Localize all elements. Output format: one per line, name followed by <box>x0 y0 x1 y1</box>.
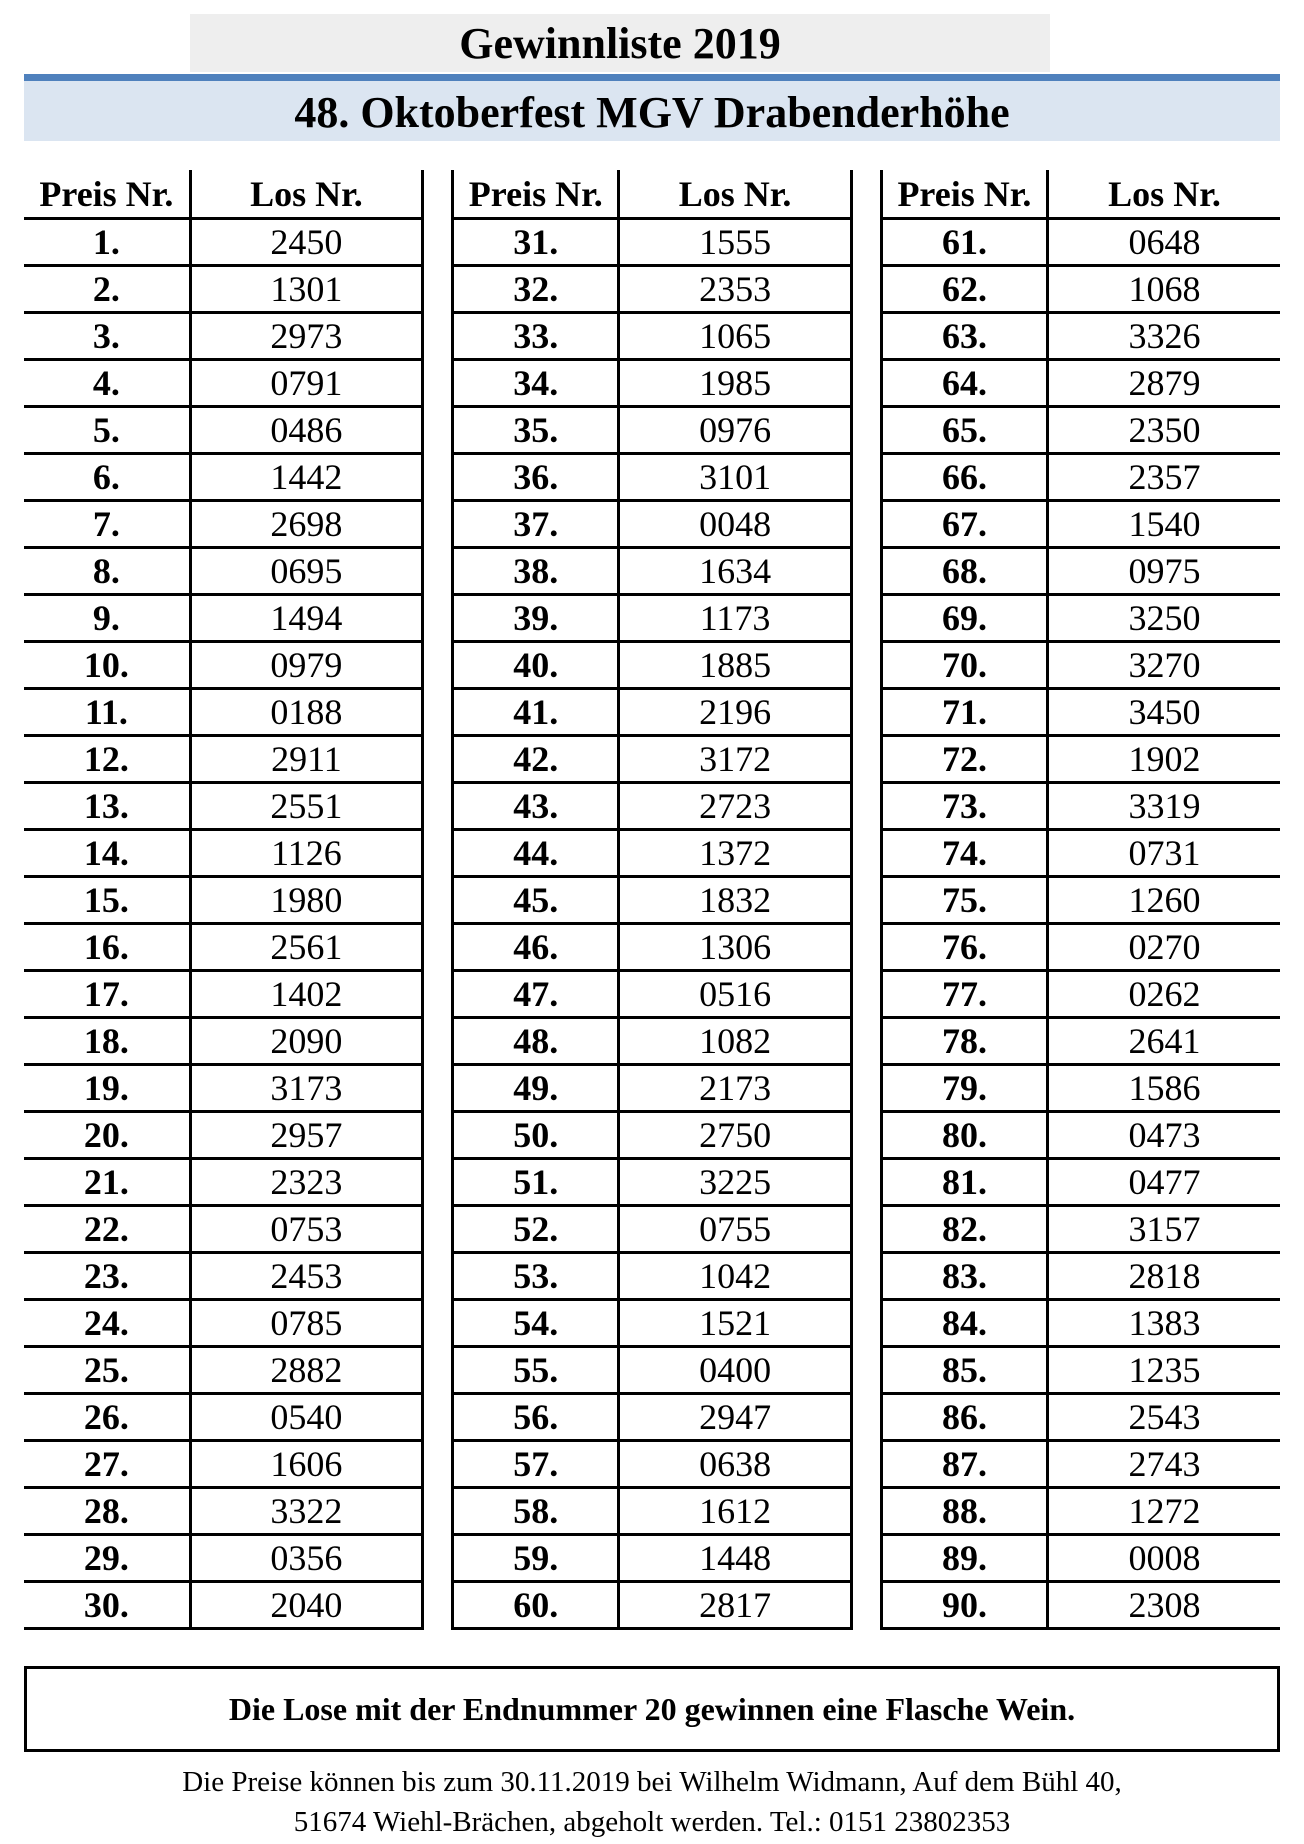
prize-number: 16. <box>24 924 190 971</box>
ticket-number: 0731 <box>1048 830 1280 877</box>
column-spacer <box>851 1394 881 1441</box>
column-spacer <box>851 830 881 877</box>
column-spacer <box>851 736 881 783</box>
column-spacer <box>423 501 453 548</box>
ticket-number: 1448 <box>619 1535 851 1582</box>
column-spacer <box>423 1394 453 1441</box>
ticket-number: 1173 <box>619 595 851 642</box>
prize-number: 14. <box>24 830 190 877</box>
prize-number: 24. <box>24 1300 190 1347</box>
table-header-row <box>24 170 1280 219</box>
column-spacer <box>423 1300 453 1347</box>
prize-number: 72. <box>881 736 1047 783</box>
ticket-number: 3172 <box>619 736 851 783</box>
table-row <box>24 689 1280 736</box>
prize-number: 43. <box>453 783 619 830</box>
prize-number: 25. <box>24 1347 190 1394</box>
ticket-number: 2698 <box>190 501 422 548</box>
column-spacer <box>851 1159 881 1206</box>
prize-number: 78. <box>881 1018 1047 1065</box>
ticket-number: 1985 <box>619 360 851 407</box>
ticket-number: 2551 <box>190 783 422 830</box>
column-spacer <box>851 642 881 689</box>
prize-number: 68. <box>881 548 1047 595</box>
title-divider <box>24 74 1280 81</box>
ticket-number: 1885 <box>619 642 851 689</box>
ticket-number: 2543 <box>1048 1394 1280 1441</box>
column-spacer <box>423 642 453 689</box>
prize-number: 60. <box>453 1582 619 1629</box>
wine-notice: Die Lose mit der Endnummer 20 gewinnen eine Flasche Wein. <box>24 1666 1280 1752</box>
prize-number: 63. <box>881 313 1047 360</box>
ticket-number: 1902 <box>1048 736 1280 783</box>
prize-number: 6. <box>24 454 190 501</box>
prize-number: 37. <box>453 501 619 548</box>
ticket-number: 1606 <box>190 1441 422 1488</box>
ticket-number: 2561 <box>190 924 422 971</box>
ticket-number: 2090 <box>190 1018 422 1065</box>
ticket-number: 1980 <box>190 877 422 924</box>
ticket-number: 2173 <box>619 1065 851 1112</box>
column-spacer <box>851 266 881 313</box>
ticket-number: 2882 <box>190 1347 422 1394</box>
table-row <box>24 924 1280 971</box>
prize-number: 49. <box>453 1065 619 1112</box>
ticket-number: 1042 <box>619 1253 851 1300</box>
prize-number: 30. <box>24 1582 190 1629</box>
prize-number: 74. <box>881 830 1047 877</box>
ticket-number: 2350 <box>1048 407 1280 454</box>
prize-number: 46. <box>453 924 619 971</box>
prize-number: 18. <box>24 1018 190 1065</box>
prize-number: 57. <box>453 1441 619 1488</box>
ticket-number: 0753 <box>190 1206 422 1253</box>
prize-number: 64. <box>881 360 1047 407</box>
column-spacer <box>423 454 453 501</box>
prize-number: 90. <box>881 1582 1047 1629</box>
prize-number: 51. <box>453 1159 619 1206</box>
ticket-number: 3250 <box>1048 595 1280 642</box>
table-row <box>24 548 1280 595</box>
prize-number: 62. <box>881 266 1047 313</box>
prize-number: 56. <box>453 1394 619 1441</box>
column-spacer <box>851 877 881 924</box>
column-spacer <box>851 1300 881 1347</box>
prize-number: 38. <box>453 548 619 595</box>
column-spacer <box>851 219 881 266</box>
table-row <box>24 360 1280 407</box>
column-spacer <box>851 407 881 454</box>
prize-number: 21. <box>24 1159 190 1206</box>
pickup-info <box>24 1762 1280 1842</box>
prize-number: 31. <box>453 219 619 266</box>
prize-number: 54. <box>453 1300 619 1347</box>
column-spacer <box>423 219 453 266</box>
column-spacer <box>851 1018 881 1065</box>
column-spacer <box>423 1582 453 1629</box>
ticket-number: 1065 <box>619 313 851 360</box>
table-row <box>24 1159 1280 1206</box>
table-row <box>24 219 1280 266</box>
prize-number: 3. <box>24 313 190 360</box>
column-spacer <box>423 1206 453 1253</box>
ticket-number: 0975 <box>1048 548 1280 595</box>
prize-number: 55. <box>453 1347 619 1394</box>
prize-number: 70. <box>881 642 1047 689</box>
table-row <box>24 1394 1280 1441</box>
ticket-number: 0400 <box>619 1347 851 1394</box>
table-row <box>24 1018 1280 1065</box>
column-spacer <box>851 1347 881 1394</box>
prize-number: 58. <box>453 1488 619 1535</box>
prize-number: 53. <box>453 1253 619 1300</box>
column-spacer <box>423 1535 453 1582</box>
pickup-info-line: Die Preise können bis zum 30.11.2019 bei Wilhelm Widmann, Auf dem Bühl 40, <box>182 1766 1122 1798</box>
table-row <box>24 877 1280 924</box>
prize-number: 84. <box>881 1300 1047 1347</box>
prize-number: 44. <box>453 830 619 877</box>
ticket-number: 3326 <box>1048 313 1280 360</box>
prize-number: 32. <box>453 266 619 313</box>
table-row <box>24 736 1280 783</box>
prize-number: 79. <box>881 1065 1047 1112</box>
column-spacer <box>851 313 881 360</box>
ticket-number: 2641 <box>1048 1018 1280 1065</box>
table-row <box>24 407 1280 454</box>
column-spacer <box>423 924 453 971</box>
table-row <box>24 454 1280 501</box>
prize-number: 52. <box>453 1206 619 1253</box>
prize-number: 10. <box>24 642 190 689</box>
ticket-number: 1442 <box>190 454 422 501</box>
prize-number: 13. <box>24 783 190 830</box>
prize-number: 29. <box>24 1535 190 1582</box>
header-ticket-nr: Los Nr. <box>619 170 851 219</box>
ticket-number: 0979 <box>190 642 422 689</box>
column-spacer <box>423 1018 453 1065</box>
prize-number: 1. <box>24 219 190 266</box>
prize-number: 48. <box>453 1018 619 1065</box>
prize-number: 69. <box>881 595 1047 642</box>
header-prize-nr: Preis Nr. <box>453 170 619 219</box>
ticket-number: 1540 <box>1048 501 1280 548</box>
ticket-number: 1126 <box>190 830 422 877</box>
prize-number: 85. <box>881 1347 1047 1394</box>
prize-number: 83. <box>881 1253 1047 1300</box>
prize-number: 71. <box>881 689 1047 736</box>
column-spacer <box>851 1535 881 1582</box>
prize-number: 17. <box>24 971 190 1018</box>
prize-number: 8. <box>24 548 190 595</box>
column-spacer <box>423 1253 453 1300</box>
ticket-number: 1306 <box>619 924 851 971</box>
header-ticket-nr: Los Nr. <box>190 170 422 219</box>
ticket-number: 2040 <box>190 1582 422 1629</box>
prize-table-body <box>24 219 1280 1629</box>
column-spacer <box>851 170 881 219</box>
prize-number: 27. <box>24 1441 190 1488</box>
ticket-number: 3322 <box>190 1488 422 1535</box>
ticket-number: 1082 <box>619 1018 851 1065</box>
ticket-number: 0540 <box>190 1394 422 1441</box>
ticket-number: 2818 <box>1048 1253 1280 1300</box>
ticket-number: 0188 <box>190 689 422 736</box>
column-spacer <box>423 595 453 642</box>
prize-number: 80. <box>881 1112 1047 1159</box>
table-row <box>24 1206 1280 1253</box>
table-row <box>24 313 1280 360</box>
prize-number: 73. <box>881 783 1047 830</box>
column-spacer <box>851 548 881 595</box>
ticket-number: 1634 <box>619 548 851 595</box>
prize-number: 11. <box>24 689 190 736</box>
column-spacer <box>423 1159 453 1206</box>
ticket-number: 0486 <box>190 407 422 454</box>
prize-number: 36. <box>453 454 619 501</box>
prize-table <box>24 170 1280 1630</box>
column-spacer <box>851 360 881 407</box>
table-row <box>24 783 1280 830</box>
prize-number: 2. <box>24 266 190 313</box>
prize-number: 35. <box>453 407 619 454</box>
ticket-number: 3225 <box>619 1159 851 1206</box>
column-spacer <box>851 595 881 642</box>
prize-number: 22. <box>24 1206 190 1253</box>
ticket-number: 0755 <box>619 1206 851 1253</box>
column-spacer <box>851 1253 881 1300</box>
prize-number: 20. <box>24 1112 190 1159</box>
ticket-number: 2196 <box>619 689 851 736</box>
ticket-number: 1402 <box>190 971 422 1018</box>
ticket-number: 2817 <box>619 1582 851 1629</box>
table-row <box>24 1253 1280 1300</box>
ticket-number: 2353 <box>619 266 851 313</box>
ticket-number: 1068 <box>1048 266 1280 313</box>
table-row <box>24 1441 1280 1488</box>
ticket-number: 1301 <box>190 266 422 313</box>
header-prize-nr: Preis Nr. <box>24 170 190 219</box>
page-subtitle: 48. Oktoberfest MGV Drabenderhöhe <box>24 81 1280 141</box>
prize-number: 47. <box>453 971 619 1018</box>
ticket-number: 2453 <box>190 1253 422 1300</box>
ticket-number: 0791 <box>190 360 422 407</box>
table-row <box>24 830 1280 877</box>
ticket-number: 2743 <box>1048 1441 1280 1488</box>
table-row <box>24 1112 1280 1159</box>
table-row <box>24 501 1280 548</box>
ticket-number: 2750 <box>619 1112 851 1159</box>
pickup-info-line: 51674 Wiehl-Brächen, abgeholt werden. Tel.: 0151 23802353 <box>293 1806 1011 1838</box>
table-row <box>24 1535 1280 1582</box>
column-spacer <box>851 1112 881 1159</box>
column-spacer <box>851 1065 881 1112</box>
ticket-number: 0270 <box>1048 924 1280 971</box>
prize-number: 7. <box>24 501 190 548</box>
column-spacer <box>851 1488 881 1535</box>
ticket-number: 0516 <box>619 971 851 1018</box>
ticket-number: 2879 <box>1048 360 1280 407</box>
column-spacer <box>423 736 453 783</box>
ticket-number: 0785 <box>190 1300 422 1347</box>
column-spacer <box>423 1347 453 1394</box>
ticket-number: 3101 <box>619 454 851 501</box>
column-spacer <box>851 1582 881 1629</box>
column-spacer <box>423 266 453 313</box>
header-prize-nr: Preis Nr. <box>881 170 1047 219</box>
prize-number: 45. <box>453 877 619 924</box>
prize-number: 41. <box>453 689 619 736</box>
column-spacer <box>423 877 453 924</box>
prize-number: 23. <box>24 1253 190 1300</box>
ticket-number: 3270 <box>1048 642 1280 689</box>
ticket-number: 0048 <box>619 501 851 548</box>
table-row <box>24 266 1280 313</box>
prize-number: 77. <box>881 971 1047 1018</box>
prize-number: 65. <box>881 407 1047 454</box>
header-ticket-nr: Los Nr. <box>1048 170 1280 219</box>
prize-number: 19. <box>24 1065 190 1112</box>
prize-number: 66. <box>881 454 1047 501</box>
ticket-number: 1383 <box>1048 1300 1280 1347</box>
prize-number: 59. <box>453 1535 619 1582</box>
column-spacer <box>423 1112 453 1159</box>
table-row <box>24 642 1280 689</box>
prize-number: 50. <box>453 1112 619 1159</box>
column-spacer <box>851 1441 881 1488</box>
ticket-number: 2450 <box>190 219 422 266</box>
ticket-number: 3450 <box>1048 689 1280 736</box>
ticket-number: 0473 <box>1048 1112 1280 1159</box>
prize-number: 12. <box>24 736 190 783</box>
ticket-number: 0477 <box>1048 1159 1280 1206</box>
column-spacer <box>423 689 453 736</box>
prize-number: 9. <box>24 595 190 642</box>
ticket-number: 2973 <box>190 313 422 360</box>
ticket-number: 0648 <box>1048 219 1280 266</box>
prize-number: 87. <box>881 1441 1047 1488</box>
table-row <box>24 595 1280 642</box>
ticket-number: 2911 <box>190 736 422 783</box>
ticket-number: 2957 <box>190 1112 422 1159</box>
column-spacer <box>423 1441 453 1488</box>
ticket-number: 0356 <box>190 1535 422 1582</box>
column-spacer <box>423 1488 453 1535</box>
ticket-number: 1235 <box>1048 1347 1280 1394</box>
ticket-number: 2723 <box>619 783 851 830</box>
ticket-number: 2308 <box>1048 1582 1280 1629</box>
prize-number: 33. <box>453 313 619 360</box>
ticket-number: 1832 <box>619 877 851 924</box>
ticket-number: 2357 <box>1048 454 1280 501</box>
prize-number: 89. <box>881 1535 1047 1582</box>
prize-number: 81. <box>881 1159 1047 1206</box>
column-spacer <box>851 924 881 971</box>
ticket-number: 1555 <box>619 219 851 266</box>
ticket-number: 0262 <box>1048 971 1280 1018</box>
prize-number: 86. <box>881 1394 1047 1441</box>
ticket-number: 3157 <box>1048 1206 1280 1253</box>
column-spacer <box>851 1206 881 1253</box>
prize-number: 82. <box>881 1206 1047 1253</box>
prize-number: 39. <box>453 595 619 642</box>
ticket-number: 0695 <box>190 548 422 595</box>
ticket-number: 0976 <box>619 407 851 454</box>
column-spacer <box>423 170 453 219</box>
table-row <box>24 1488 1280 1535</box>
ticket-number: 1260 <box>1048 877 1280 924</box>
column-spacer <box>423 360 453 407</box>
prize-number: 42. <box>453 736 619 783</box>
column-spacer <box>851 501 881 548</box>
column-spacer <box>423 1065 453 1112</box>
ticket-number: 1586 <box>1048 1065 1280 1112</box>
prize-number: 88. <box>881 1488 1047 1535</box>
prize-number: 5. <box>24 407 190 454</box>
prize-number: 26. <box>24 1394 190 1441</box>
ticket-number: 2323 <box>190 1159 422 1206</box>
column-spacer <box>423 971 453 1018</box>
table-row <box>24 1300 1280 1347</box>
ticket-number: 0638 <box>619 1441 851 1488</box>
column-spacer <box>851 971 881 1018</box>
column-spacer <box>423 313 453 360</box>
ticket-number: 1372 <box>619 830 851 877</box>
prize-number: 34. <box>453 360 619 407</box>
column-spacer <box>423 407 453 454</box>
ticket-number: 1272 <box>1048 1488 1280 1535</box>
ticket-number: 2947 <box>619 1394 851 1441</box>
table-row <box>24 971 1280 1018</box>
table-row <box>24 1347 1280 1394</box>
ticket-number: 1494 <box>190 595 422 642</box>
prize-number: 15. <box>24 877 190 924</box>
ticket-number: 1612 <box>619 1488 851 1535</box>
column-spacer <box>423 548 453 595</box>
column-spacer <box>423 783 453 830</box>
column-spacer <box>851 689 881 736</box>
prize-number: 75. <box>881 877 1047 924</box>
column-spacer <box>851 783 881 830</box>
prize-number: 67. <box>881 501 1047 548</box>
table-row <box>24 1582 1280 1629</box>
prize-number: 28. <box>24 1488 190 1535</box>
prize-number: 4. <box>24 360 190 407</box>
ticket-number: 3319 <box>1048 783 1280 830</box>
table-row <box>24 1065 1280 1112</box>
page-title: Gewinnliste 2019 <box>190 14 1050 72</box>
ticket-number: 1521 <box>619 1300 851 1347</box>
prize-number: 76. <box>881 924 1047 971</box>
column-spacer <box>423 830 453 877</box>
column-spacer <box>851 454 881 501</box>
ticket-number: 3173 <box>190 1065 422 1112</box>
prize-number: 61. <box>881 219 1047 266</box>
prize-number: 40. <box>453 642 619 689</box>
ticket-number: 0008 <box>1048 1535 1280 1582</box>
